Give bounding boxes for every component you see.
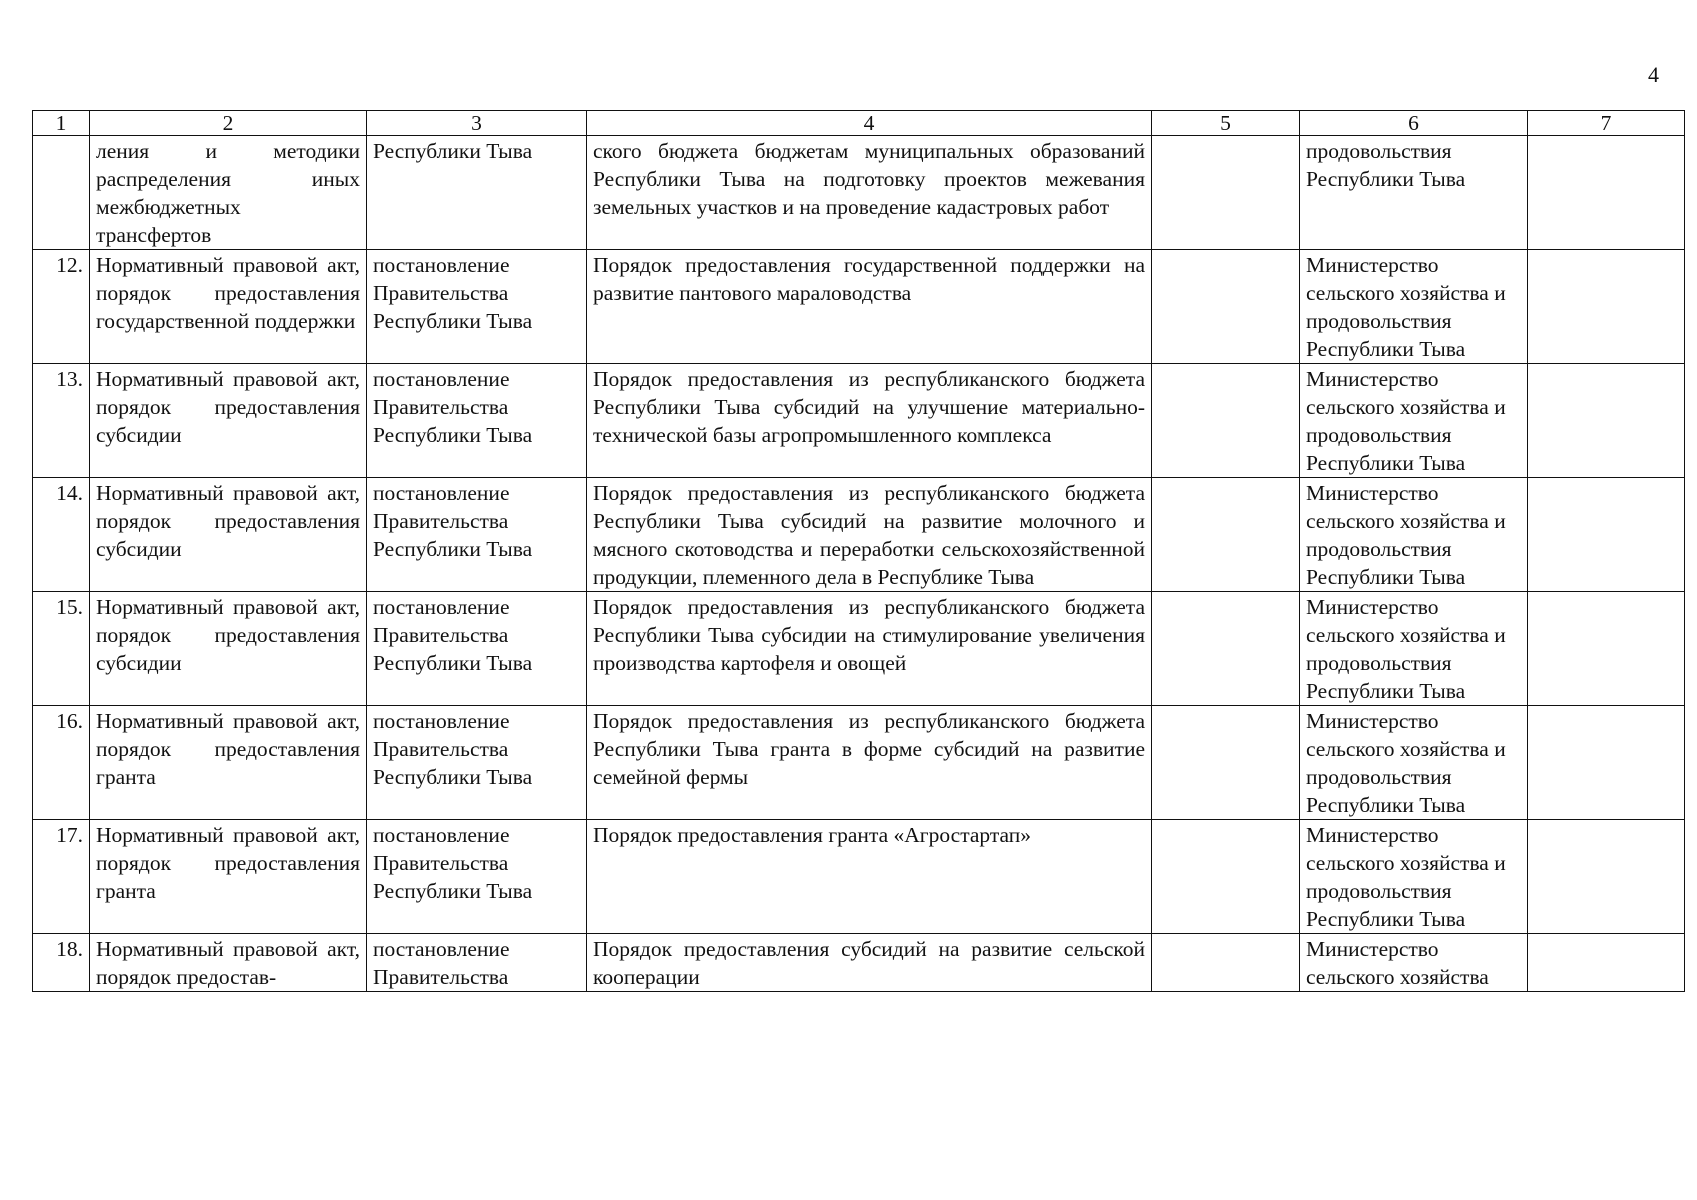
act-form: Республики Тыва	[367, 136, 587, 250]
col-7-cell	[1528, 820, 1685, 934]
act-form: постановление Правительства	[367, 934, 587, 992]
col-7-cell	[1528, 592, 1685, 706]
table-row	[33, 592, 1685, 706]
header-col-2: 2	[90, 111, 367, 136]
header-col-5: 5	[1152, 111, 1300, 136]
col-7-cell	[1528, 250, 1685, 364]
act-form: постановление Правительства Республики Тыва	[367, 478, 587, 592]
responsible-body: Министерство сельского хозяйства и продовольствия Республики Тыва	[1300, 478, 1528, 592]
table-row	[33, 478, 1685, 592]
act-type: Нормативный правовой акт, порядок предоставления субсидии	[90, 364, 367, 478]
col-7-cell	[1528, 136, 1685, 250]
col-5-cell	[1152, 934, 1300, 992]
col-5-cell	[1152, 478, 1300, 592]
responsible-body: Министерство сельского хозяйства	[1300, 934, 1528, 992]
header-col-1: 1	[33, 111, 90, 136]
row-number	[33, 136, 90, 250]
row-number: 17.	[33, 820, 90, 934]
header-col-3: 3	[367, 111, 587, 136]
measures-table	[32, 110, 1685, 992]
header-row	[33, 111, 1685, 136]
table-row	[33, 820, 1685, 934]
act-form: постановление Правительства Республики Тыва	[367, 592, 587, 706]
act-title: Порядок предоставления из республиканского бюджета Республики Тыва субсидий на развитие молочного и мясного скотоводства и переработки сельскохозяйственной продукции, племенного дела в Республике Тыва	[587, 478, 1152, 592]
col-7-cell	[1528, 706, 1685, 820]
table-row	[33, 364, 1685, 478]
col-5-cell	[1152, 592, 1300, 706]
responsible-body: продовольствия Республики Тыва	[1300, 136, 1528, 250]
table-row	[33, 136, 1685, 250]
act-title: Порядок предоставления из республиканского бюджета Республики Тыва субсидии на стимулирование увеличения производства картофеля и овощей	[587, 592, 1152, 706]
responsible-body: Министерство сельского хозяйства и продовольствия Республики Тыва	[1300, 364, 1528, 478]
act-form: постановление Правительства Республики Тыва	[367, 820, 587, 934]
row-number: 16.	[33, 706, 90, 820]
act-type: Нормативный правовой акт, порядок предоставления гранта	[90, 706, 367, 820]
page-number: 4	[1648, 62, 1659, 87]
col-5-cell	[1152, 136, 1300, 250]
act-title: Порядок предоставления государственной поддержки на развитие пантового мараловодства	[587, 250, 1152, 364]
table-row	[33, 706, 1685, 820]
col-5-cell	[1152, 250, 1300, 364]
row-number: 13.	[33, 364, 90, 478]
act-title: ского бюджета бюджетам муниципальных образований Республики Тыва на подготовку проектов межевания земельных участков и на проведение кадастровых работ	[587, 136, 1152, 250]
act-form: постановление Правительства Республики Тыва	[367, 250, 587, 364]
row-number: 18.	[33, 934, 90, 992]
responsible-body: Министерство сельского хозяйства и продовольствия Республики Тыва	[1300, 820, 1528, 934]
col-7-cell	[1528, 364, 1685, 478]
act-title: Порядок предоставления субсидий на развитие сельской кооперации	[587, 934, 1152, 992]
act-type: Нормативный правовой акт, порядок предоставления субсидии	[90, 592, 367, 706]
col-5-cell	[1152, 364, 1300, 478]
col-7-cell	[1528, 478, 1685, 592]
act-title: Порядок предоставления из республиканского бюджета Республики Тыва субсидий на улучшение материально-технической базы агропромышленного комплекса	[587, 364, 1152, 478]
responsible-body: Министерство сельского хозяйства и продовольствия Республики Тыва	[1300, 706, 1528, 820]
act-title: Порядок предоставления из республиканского бюджета Республики Тыва гранта в форме субсидий на развитие семейной фермы	[587, 706, 1152, 820]
act-title: Порядок предоставления гранта «Агростартап»	[587, 820, 1152, 934]
header-col-6: 6	[1300, 111, 1528, 136]
act-form: постановление Правительства Республики Тыва	[367, 364, 587, 478]
act-type: Нормативный правовой акт, порядок предоставления государственной поддержки	[90, 250, 367, 364]
table-row	[33, 934, 1685, 992]
act-form: постановление Правительства Республики Тыва	[367, 706, 587, 820]
act-type: Нормативный правовой акт, порядок предостав-	[90, 934, 367, 992]
act-type: ления и методики распределения иных межбюджетных трансфертов	[90, 136, 367, 250]
row-number: 15.	[33, 592, 90, 706]
row-number: 14.	[33, 478, 90, 592]
col-5-cell	[1152, 706, 1300, 820]
row-number: 12.	[33, 250, 90, 364]
col-7-cell	[1528, 934, 1685, 992]
table-row	[33, 250, 1685, 364]
act-type: Нормативный правовой акт, порядок предоставления субсидии	[90, 478, 367, 592]
responsible-body: Министерство сельского хозяйства и продовольствия Республики Тыва	[1300, 592, 1528, 706]
col-5-cell	[1152, 820, 1300, 934]
header-col-7: 7	[1528, 111, 1685, 136]
act-type: Нормативный правовой акт, порядок предоставления гранта	[90, 820, 367, 934]
header-col-4: 4	[587, 111, 1152, 136]
responsible-body: Министерство сельского хозяйства и продовольствия Республики Тыва	[1300, 250, 1528, 364]
